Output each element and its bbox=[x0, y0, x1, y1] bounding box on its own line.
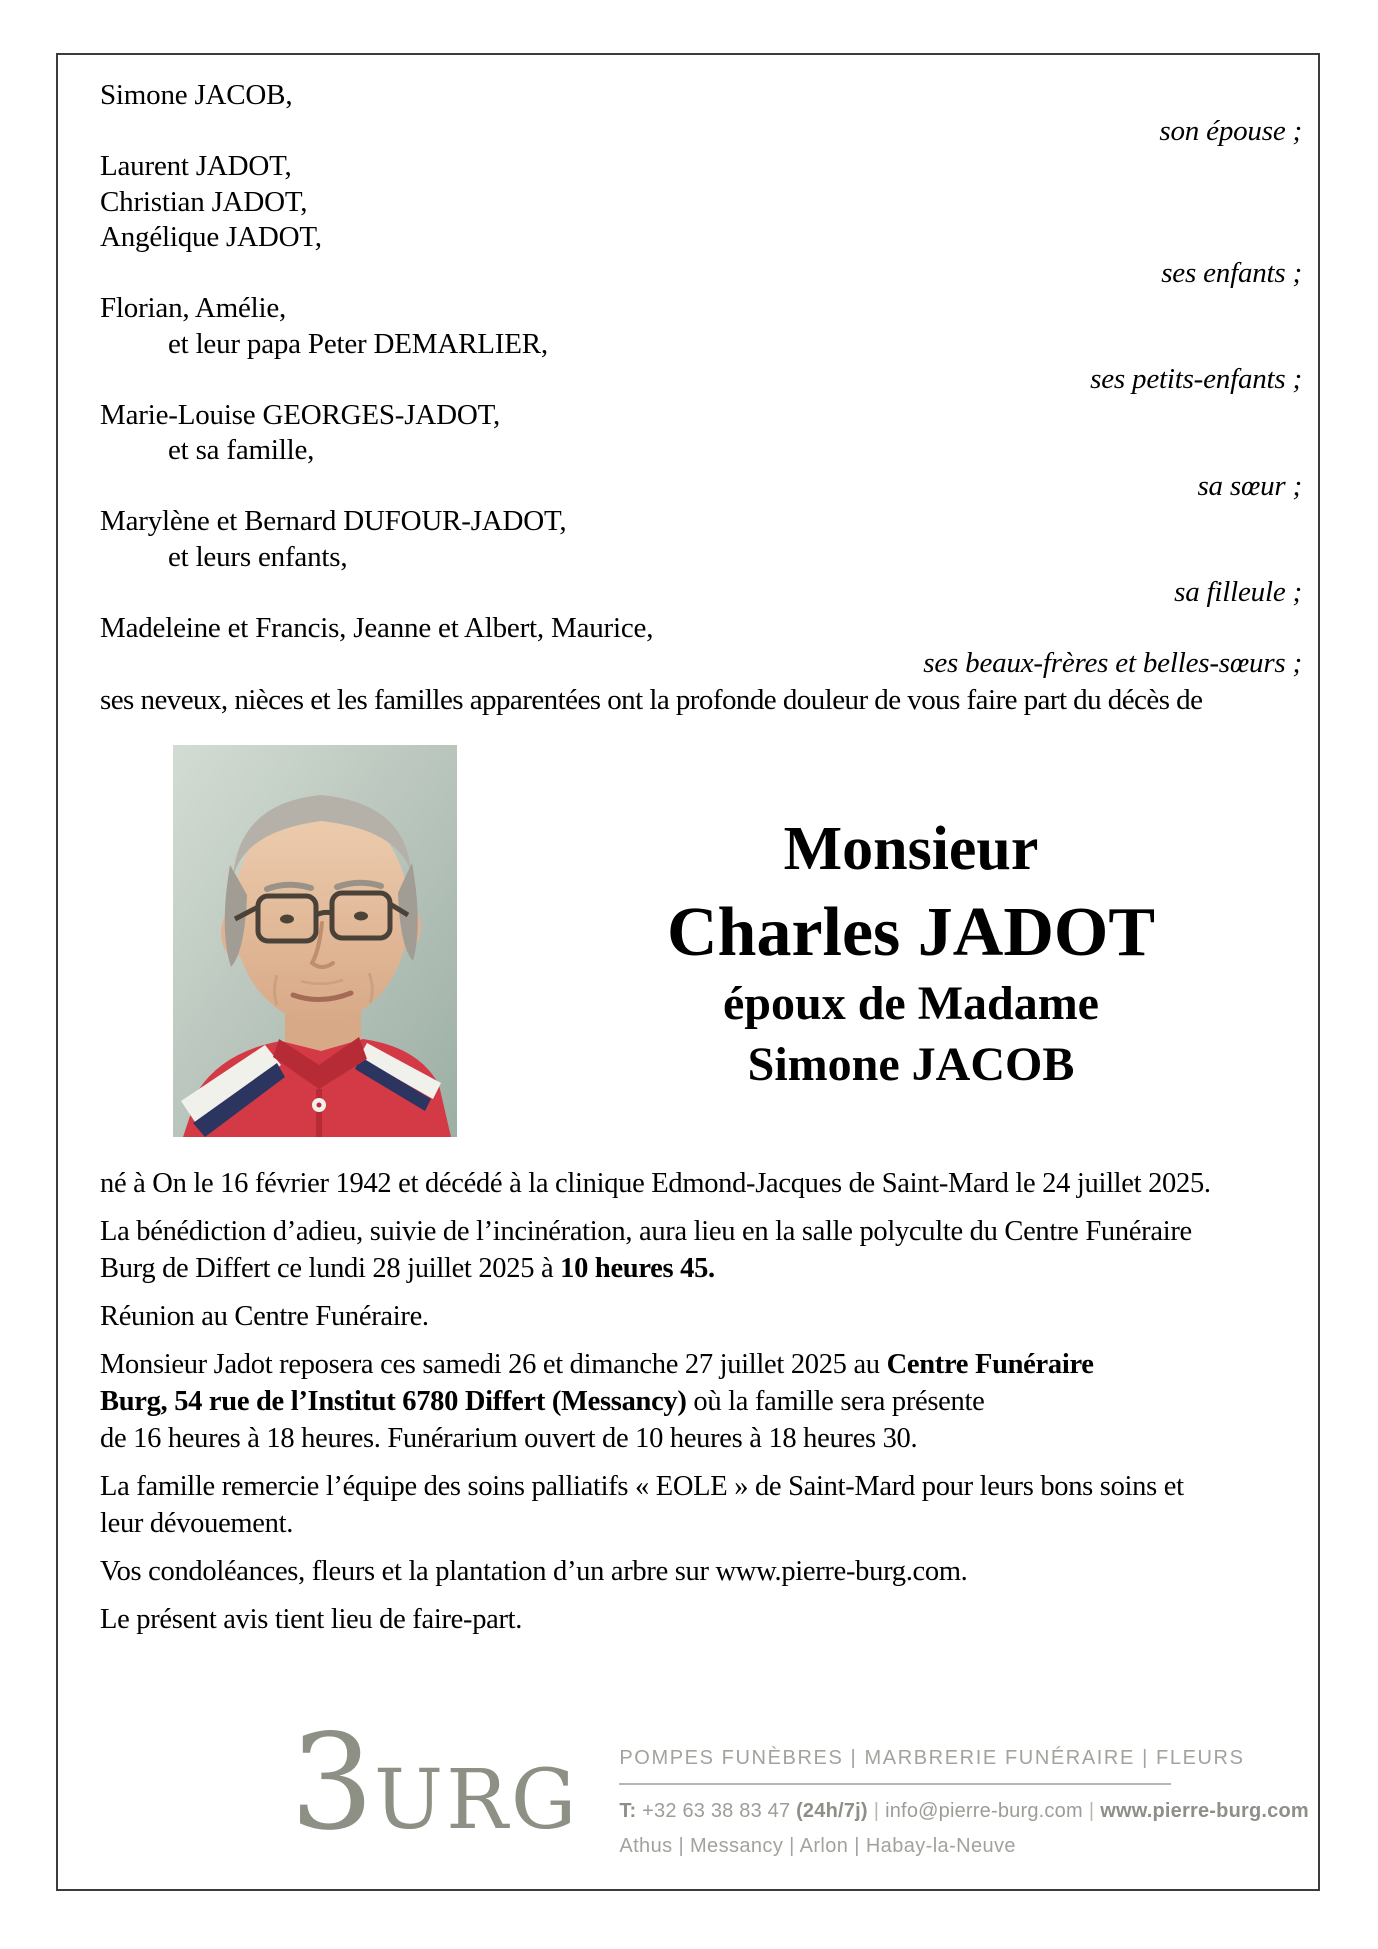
relation-label: ses beaux-frères et belles-sœurs ; bbox=[923, 647, 1302, 679]
cities-line: Athus | Messancy | Arlon | Habay-la-Neuve bbox=[619, 1835, 1016, 1857]
contact-line bbox=[619, 1800, 1309, 1823]
spouse-name-line: Simone JACOB bbox=[747, 1037, 1075, 1091]
repose-paragraph bbox=[100, 1346, 1302, 1457]
birth-death-line bbox=[100, 1165, 1302, 1202]
announcement-section bbox=[100, 1165, 1302, 1638]
thanks-line2: leur dévouement. bbox=[100, 1507, 294, 1539]
family-list bbox=[100, 78, 1302, 718]
hero-section bbox=[100, 718, 1302, 1165]
website-url: www.pierre-burg.com bbox=[1100, 1800, 1309, 1822]
notice-line bbox=[100, 1601, 1302, 1638]
deceased-name: Charles JADOT bbox=[666, 893, 1156, 971]
email-address: info@pierre-burg.com bbox=[885, 1800, 1083, 1822]
footer-separator: | bbox=[873, 1800, 880, 1822]
repose-line3: de 16 heures à 18 heures. Funérarium ouvert de 10 heures à 18 heures 30. bbox=[100, 1422, 918, 1454]
relative-name-line: et sa famille, bbox=[168, 434, 315, 466]
repose-line2 bbox=[100, 1383, 1302, 1420]
birth-death-text: né à On le 16 février 1942 et décédé à la clinique Edmond-Jacques de Saint-Mard le 24 juillet 2025. bbox=[100, 1167, 1211, 1199]
footer-separator: | bbox=[1088, 1800, 1095, 1822]
thanks-paragraph bbox=[100, 1468, 1302, 1542]
thanks-line1: La famille remercie l’équipe des soins palliatifs « EOLE » de Saint-Mard pour leurs bons soins et bbox=[100, 1470, 1184, 1502]
logo-letters-urg: URG bbox=[373, 1753, 580, 1848]
relative-name-line: Marylène et Bernard DUFOUR-JADOT, bbox=[100, 505, 567, 537]
deceased-title-block bbox=[540, 804, 1282, 1094]
portrait-illustration bbox=[173, 745, 457, 1137]
relation-label: ses enfants ; bbox=[1161, 256, 1302, 289]
repose-line1 bbox=[100, 1346, 1302, 1383]
relation-label: sa sœur ; bbox=[1197, 469, 1302, 502]
funeral-home-name: Centre Funéraire bbox=[886, 1348, 1094, 1380]
spouse-intro-line: époux de Madame bbox=[723, 976, 1099, 1030]
logo-letter-b: 3 bbox=[290, 1706, 374, 1860]
notice-text: Le présent avis tient lieu de faire-part. bbox=[100, 1603, 523, 1635]
relative-name-line: et leur papa Peter DEMARLIER, bbox=[168, 327, 548, 360]
ceremony-line1: La bénédiction d’adieu, suivie de l’incinération, aura lieu en la salle polyculte du Centre Funéraire bbox=[100, 1215, 1192, 1247]
hours-badge: (24h/7j) bbox=[796, 1800, 868, 1822]
deceased-honorific: Monsieur bbox=[783, 814, 1039, 883]
services-line: POMPES FUNÈBRES | MARBRERIE FUNÉRAIRE | FLEURS bbox=[619, 1747, 1245, 1769]
relative-name-line: et leurs enfants, bbox=[168, 540, 348, 573]
phone-label: T: bbox=[619, 1800, 637, 1822]
portrait-photo bbox=[173, 745, 457, 1137]
footer-divider bbox=[619, 1783, 1171, 1785]
condolences-text: Vos condoléances, fleurs et la plantation d’un arbre sur www.pierre-burg.com. bbox=[100, 1555, 968, 1587]
ceremony-line2 bbox=[100, 1250, 1302, 1287]
burg-logo bbox=[290, 1706, 580, 1860]
ceremony-paragraph bbox=[100, 1213, 1302, 1287]
footer-info-column bbox=[619, 1733, 1309, 1858]
obituary-page bbox=[56, 53, 1320, 1891]
relative-name-line: Laurent JADOT, bbox=[100, 150, 292, 182]
relative-name-line: Marie-Louise GEORGES-JADOT, bbox=[100, 398, 500, 431]
repose-line1-text: Monsieur Jadot reposera ces samedi 26 et dimanche 27 juillet 2025 au bbox=[100, 1348, 887, 1380]
relation-label: son épouse ; bbox=[1159, 114, 1302, 147]
funeral-home-footer bbox=[290, 1706, 1309, 1860]
relation-label: sa filleule ; bbox=[1174, 576, 1302, 608]
ceremony-time: 10 heures 45. bbox=[560, 1252, 715, 1284]
repose-line2-text: où la famille sera présente bbox=[686, 1385, 985, 1417]
condolences-line bbox=[100, 1553, 1302, 1590]
reunion-line bbox=[100, 1298, 1302, 1335]
relative-name-line: Christian JADOT, bbox=[100, 185, 308, 218]
announcement-intro-line: ses neveux, nièces et les familles apparentées ont la profonde douleur de vous faire part du décès de bbox=[100, 683, 1203, 716]
phone-number: +32 63 38 83 47 bbox=[636, 1800, 797, 1822]
ceremony-line2-text: Burg de Differt ce lundi 28 juillet 2025 à bbox=[100, 1252, 561, 1284]
funeral-home-address: Burg, 54 rue de l’Institut 6780 Differt (Messancy) bbox=[100, 1385, 687, 1417]
relative-name-line: Madeleine et Francis, Jeanne et Albert, Maurice, bbox=[100, 611, 654, 644]
relation-label: ses petits-enfants ; bbox=[1090, 363, 1302, 395]
relative-name-line: Florian, Amélie, bbox=[100, 292, 287, 324]
reunion-text: Réunion au Centre Funéraire. bbox=[100, 1300, 429, 1332]
relative-name-line: Simone JACOB, bbox=[100, 79, 293, 111]
relative-name-line: Angélique JADOT, bbox=[100, 221, 322, 253]
